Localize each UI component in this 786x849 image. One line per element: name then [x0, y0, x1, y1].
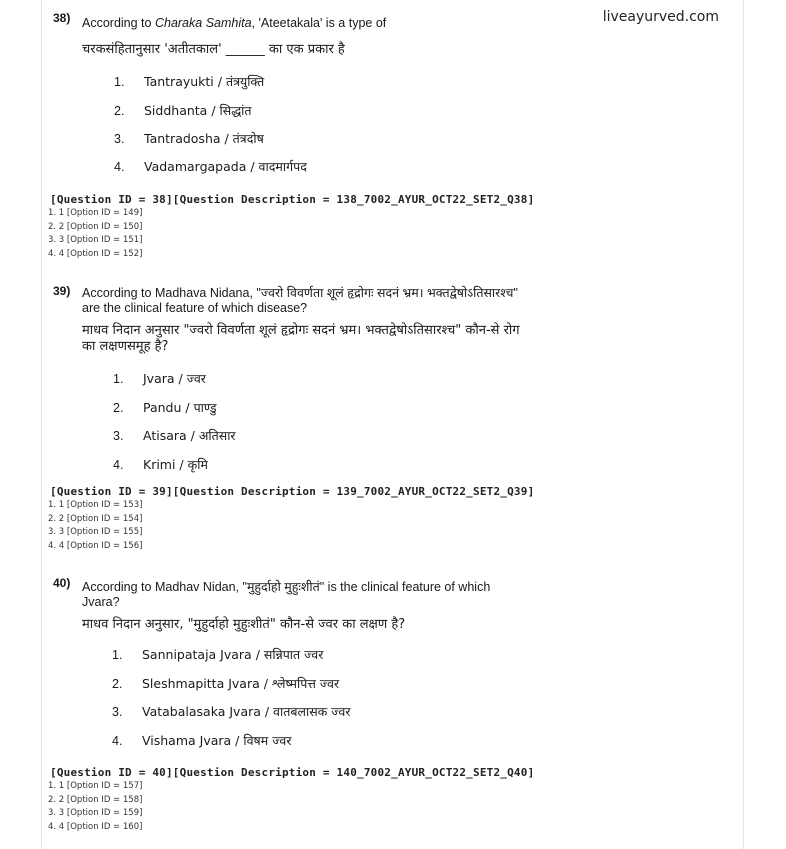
question-number: 40)	[53, 576, 71, 590]
option-number: 4.	[114, 160, 125, 174]
option-id: 1. 1 [Option ID = 157]	[48, 781, 143, 791]
question-text-english	[82, 16, 522, 31]
option-id: 4. 4 [Option ID = 156]	[48, 540, 143, 551]
option-text: Sannipataja Jvara / सन्निपात ज्वर	[142, 647, 324, 662]
site-watermark: liveayurved.com	[602, 9, 719, 25]
option-number: 1.	[114, 75, 125, 89]
option-id: 4. 4 [Option ID = 160]	[48, 821, 143, 832]
option-number: 2.	[114, 104, 125, 118]
option-text: Atisara / अतिसार	[143, 428, 236, 443]
option-text: Vatabalasaka Jvara / वातबलासक ज्वर	[142, 704, 351, 719]
option-text: Vadamargapada / वादमार्गपद	[144, 159, 307, 174]
option-number: 1.	[113, 372, 124, 386]
option-text: Tantradosha / तंत्रदोष	[144, 131, 264, 146]
question-text-line: According to Madhava Nidana, "ज्वरो विवर्णता शूलं हृद्रोगः सदनं भ्रम। भक्तद्वेषोऽतिसारश्च"	[82, 286, 518, 300]
question-text-line: According to Madhav Nidan, "मुहुर्दाहो मुहुःशीतं" is the clinical feature of which	[82, 580, 491, 594]
option-number: 4.	[112, 734, 123, 748]
question-text-line: का लक्षणसमूह है?	[82, 339, 169, 354]
option-number: 3.	[112, 705, 123, 719]
option-2	[113, 399, 217, 416]
option-id: 2. 2 [Option ID = 154]	[48, 513, 143, 524]
option-id: 1. 1 [Option ID = 149]	[48, 208, 143, 218]
question-text-english	[82, 286, 542, 316]
option-text: Sleshmapitta Jvara / श्लेष्मपित्त ज्वर	[142, 676, 340, 691]
option-number: 1.	[112, 648, 123, 662]
option-4	[112, 732, 291, 749]
option-2	[112, 675, 339, 692]
option-3	[114, 130, 264, 147]
option-text: Jvara / ज्वर	[143, 371, 206, 386]
question-id-line: [Question ID = 38][Question Description = 138_7002_AYUR_OCT22_SET2_Q38]	[50, 193, 535, 206]
option-4	[114, 158, 307, 175]
question-text-line: are the clinical feature of which disease?	[82, 301, 308, 315]
question-id-line: [Question ID = 39][Question Description = 139_7002_AYUR_OCT22_SET2_Q39]	[50, 485, 535, 498]
option-id: 3. 3 [Option ID = 155]	[48, 527, 143, 537]
option-number: 2.	[112, 677, 123, 691]
option-id-list	[48, 780, 142, 834]
option-id: 3. 3 [Option ID = 151]	[48, 235, 143, 245]
option-4	[113, 456, 208, 473]
option-id: 3. 3 [Option ID = 159]	[48, 808, 143, 818]
question-text-part: According to	[82, 16, 155, 30]
option-text: Tantrayukti / तंत्रयुक्ति	[144, 74, 265, 89]
document-page	[41, 0, 744, 849]
option-text: Vishama Jvara / विषम ज्वर	[142, 733, 292, 748]
option-3	[113, 427, 236, 444]
question-text-part: , 'Ateetakala' is a type of	[251, 16, 387, 30]
option-2	[114, 102, 252, 119]
option-id: 1. 1 [Option ID = 153]	[48, 500, 143, 510]
option-text: Siddhanta / सिद्धांत	[144, 103, 252, 118]
option-number: 2.	[113, 401, 124, 415]
option-1	[112, 646, 323, 663]
option-1	[113, 370, 206, 387]
question-text-line: Jvara?	[82, 595, 120, 609]
question-id-line: [Question ID = 40][Question Description = 140_7002_AYUR_OCT22_SET2_Q40]	[50, 766, 535, 779]
option-id-list	[48, 207, 142, 261]
question-number: 38)	[53, 11, 71, 25]
option-number: 3.	[114, 132, 125, 146]
question-number: 39)	[53, 284, 71, 298]
question-text-hindi: चरकसंहितानुसार 'अतीतकाल' ______ का एक प्रकार है	[82, 42, 345, 57]
option-number: 3.	[113, 429, 124, 443]
question-text-hindi	[82, 323, 542, 355]
option-text: Pandu / पाण्डु	[143, 400, 217, 415]
option-1	[114, 73, 264, 90]
question-text-italic: Charaka Samhita	[154, 16, 252, 30]
question-text-english	[82, 580, 532, 610]
option-number: 4.	[113, 458, 124, 472]
option-3	[112, 703, 350, 720]
option-id: 4. 4 [Option ID = 152]	[48, 248, 143, 259]
option-id: 2. 2 [Option ID = 150]	[48, 221, 143, 232]
question-text-hindi: माधव निदान अनुसार, "मुहुर्दाहो मुहुःशीतं" कौन-से ज्वर का लक्षण है?	[82, 617, 406, 632]
option-text: Krimi / कृमि	[143, 457, 208, 472]
option-id-list	[48, 499, 142, 553]
option-id: 2. 2 [Option ID = 158]	[48, 794, 143, 805]
question-text-line: माधव निदान अनुसार "ज्वरो विवर्णता शूलं हृद्रोगः सदनं भ्रम। भक्तद्वेषोऽतिसारश्च" कौन-से रोग	[82, 323, 520, 338]
